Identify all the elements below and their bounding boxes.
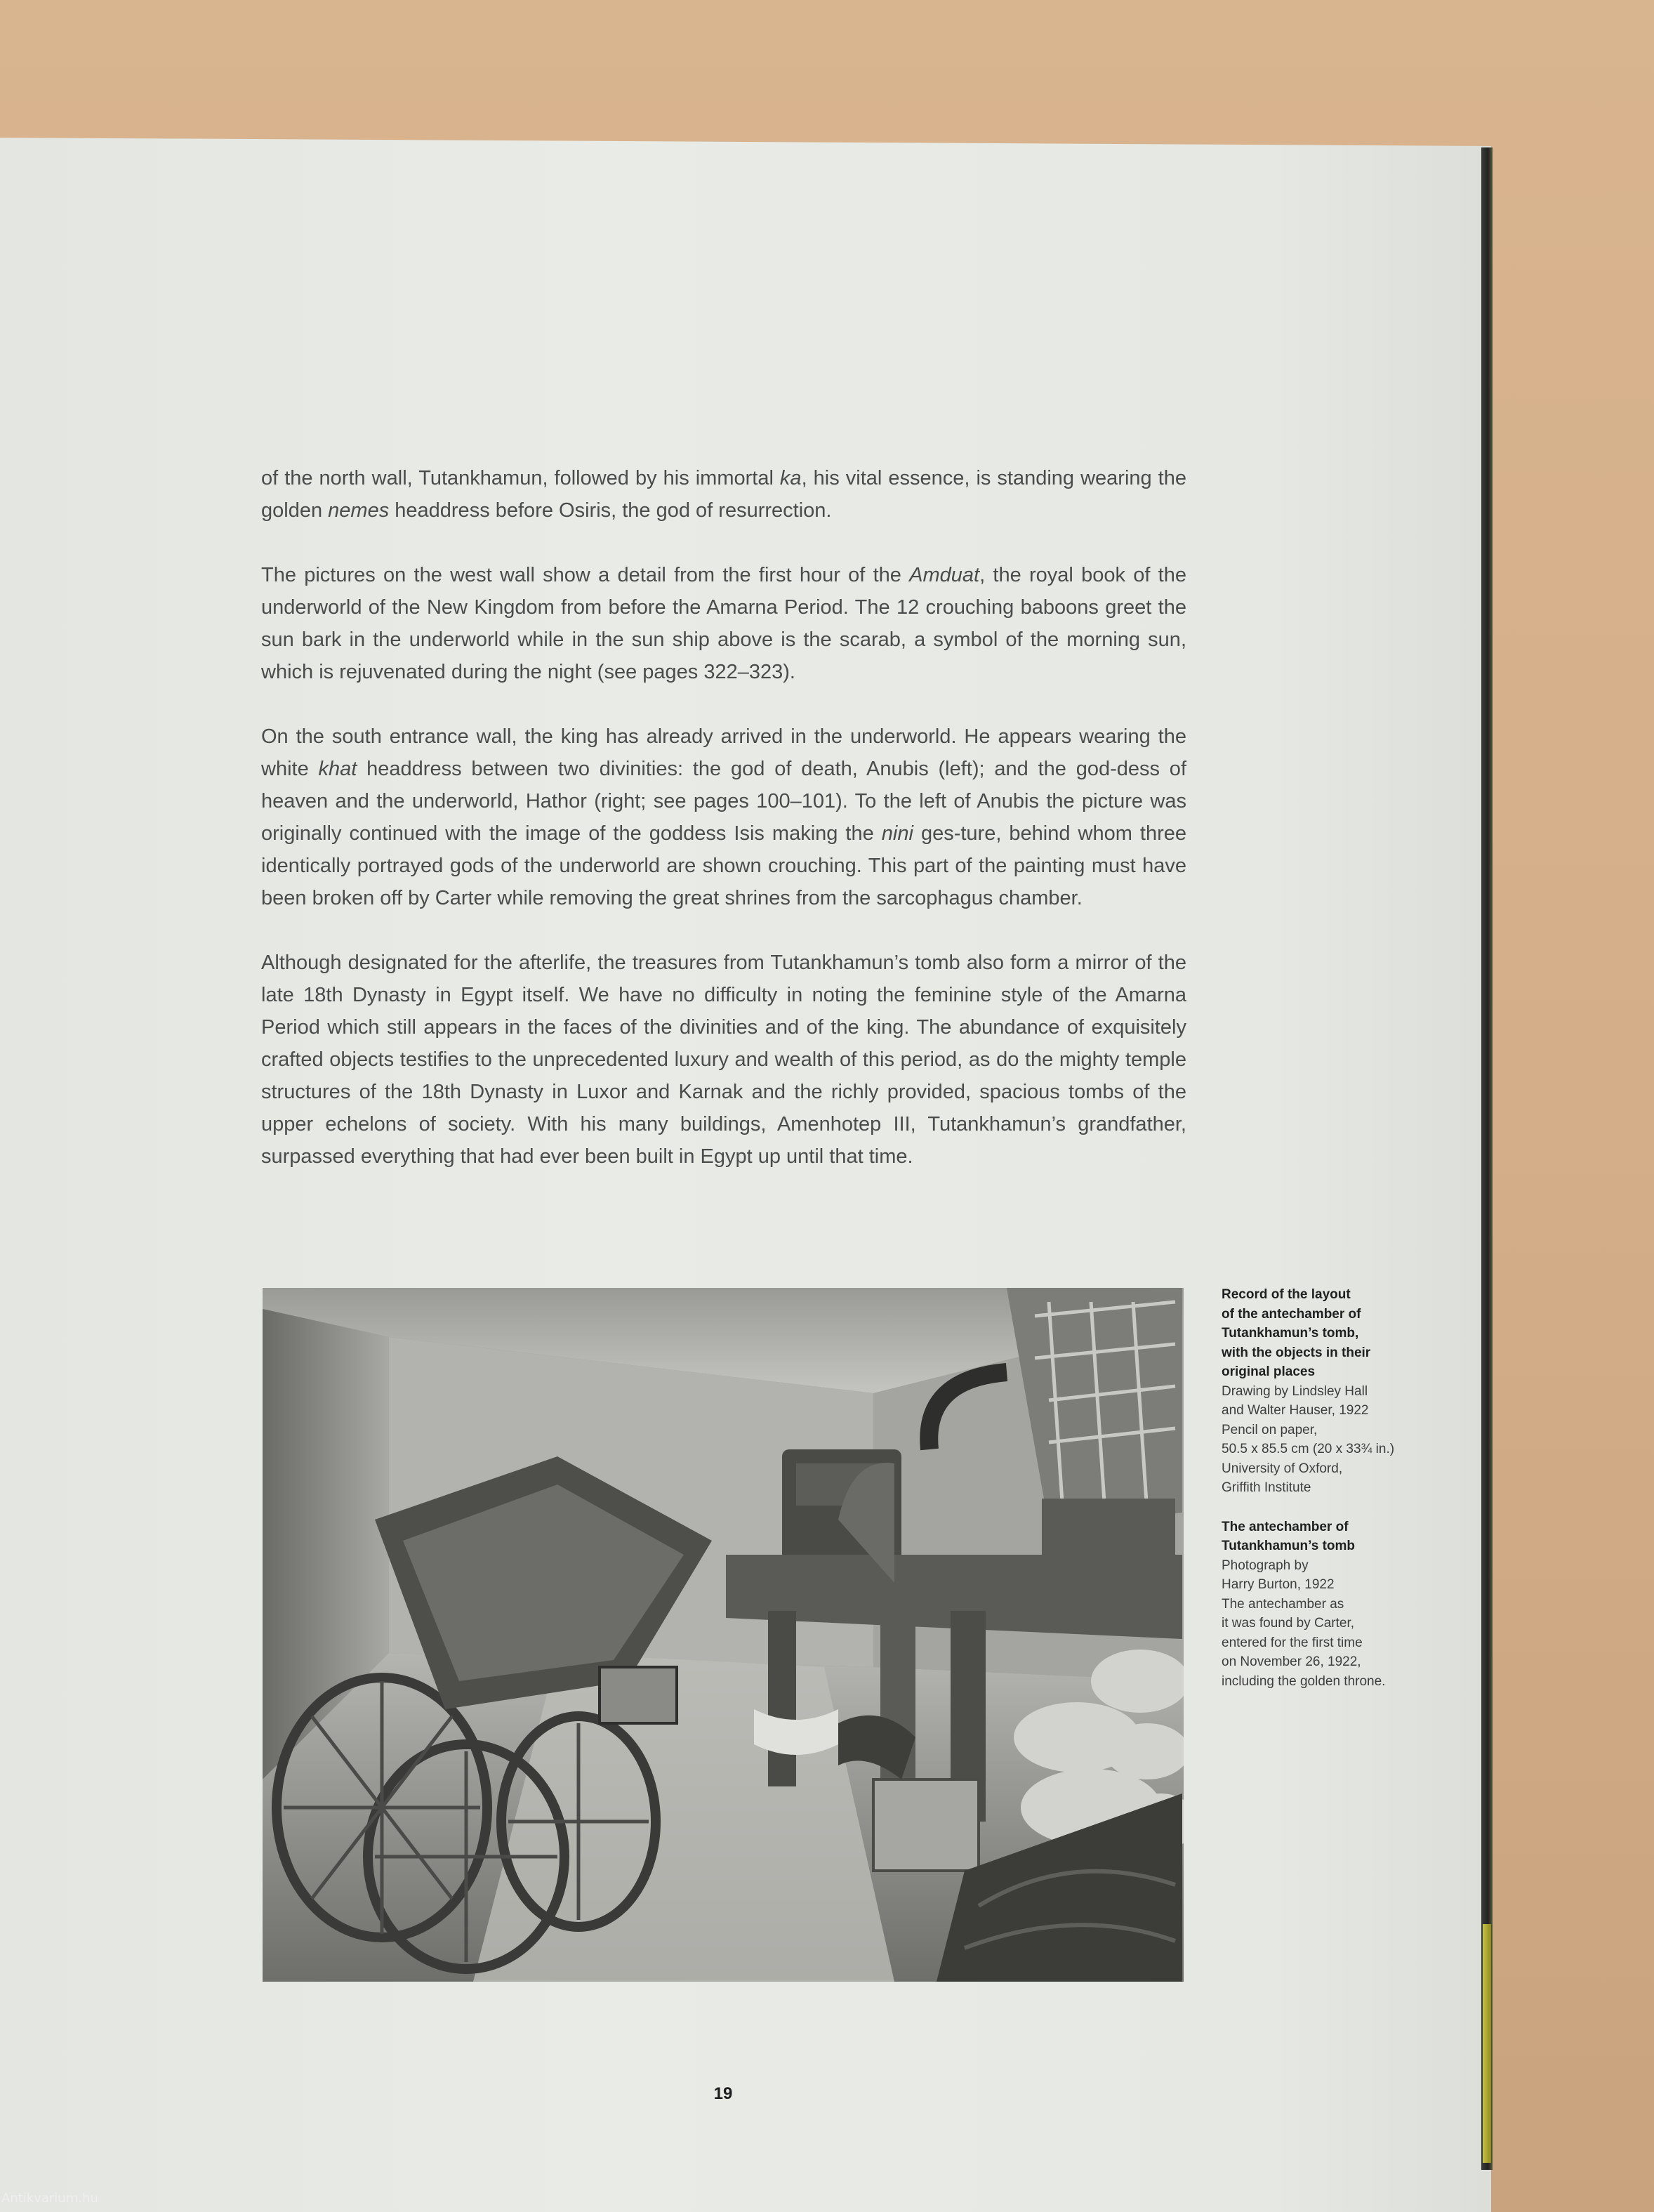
caption-title-line: with the objects in their [1222, 1345, 1371, 1360]
caption-title-line: Tutankhamun’s tomb, [1222, 1326, 1359, 1341]
photo-illustration [263, 1288, 1184, 1982]
paragraph: On the south entrance wall, the king has already arrived in the underworld. He appears wearing the white khat headdress between two divinities: the god of death, Anubis (left); and the god-dess of heaven and the underworld, Hathor (right; see pages 100–101). To the left of Anubis the picture was originally continued with the image of the goddess Isis making the nini ges-ture, behind whom three identically portrayed gods of the underworld are shown crouching. This part of the painting must have been broken off by Carter while removing the great shrines from the sarcophagus chamber. [261, 725, 1186, 909]
caption-detail-line: The antechamber as [1222, 1596, 1344, 1612]
caption-title-line: The antechamber of [1222, 1519, 1349, 1534]
caption-drawing [1222, 1285, 1432, 1498]
caption-detail-line: on November 26, 1922, [1222, 1654, 1361, 1669]
caption-title-line: Tutankhamun’s tomb [1222, 1539, 1355, 1553]
caption-detail-line: entered for the first time [1222, 1635, 1363, 1650]
antechamber-photograph [263, 1288, 1184, 1982]
caption-detail-line: Photograph by [1222, 1558, 1309, 1573]
caption-detail-line: Drawing by Lindsley Hall [1222, 1383, 1368, 1399]
caption-detail-line: including the golden throne. [1222, 1673, 1386, 1689]
photo-caption [1222, 1285, 1432, 1711]
caption-detail-line: and Walter Hauser, 1922 [1222, 1403, 1369, 1418]
caption-detail-line: it was found by Carter, [1222, 1616, 1355, 1631]
caption-detail-line: Griffith Institute [1222, 1480, 1311, 1495]
caption-detail-line: University of Oxford, [1222, 1461, 1343, 1476]
caption-photograph [1222, 1518, 1432, 1692]
caption-detail-line: Harry Burton, 1922 [1222, 1577, 1335, 1592]
caption-title-line: original places [1222, 1364, 1316, 1379]
paragraph: The pictures on the west wall show a detail from the first hour of the Amduat, the royal book of the underworld of the New Kingdom from before the Amarna Period. The 12 crouching baboons greet the sun bark in the underworld while in the sun ship above is the scarab, a symbol of the morning sun, which is rejuvenated during the night (see pages 322–323). [261, 564, 1186, 683]
page-number: 19 [713, 2084, 733, 2103]
watermark: Antikvarium.hu [1, 2191, 98, 2206]
caption-detail-line: 50.5 x 85.5 cm (20 x 33¾ in.) [1222, 1442, 1395, 1456]
page-edge-color-strip [1483, 1924, 1491, 2163]
caption-title-line: Record of the layout [1222, 1287, 1351, 1302]
caption-detail-line: Pencil on paper, [1222, 1422, 1318, 1437]
body-text [261, 462, 1186, 1205]
caption-title-line: of the antechamber of [1222, 1306, 1361, 1322]
paragraph: Although designated for the afterlife, the treasures from Tutankhamun’s tomb also form a mirror of the late 18th Dynasty in Egypt itself. We have no difficulty in noting the feminine style of the Amarna Period which still appears in the faces of the divinities and of the king. The abundance of exquisitely crafted objects testifies to the unprecedented luxury and wealth of this period, as do the mighty temple structures of the 18th Dynasty in Luxor and Karnak and the richly provided, spacious tombs of the upper echelons of society. With his many buildings, Amenhotep III, Tutankhamun’s grandfather, surpassed everything that had ever been built in Egypt up until that time. [261, 952, 1186, 1168]
page-edge-shadow [1481, 147, 1493, 2170]
paragraph: of the north wall, Tutankhamun, followed by his immortal ka, his vital essence, is standing wearing the golden nemes headdress before Osiris, the god of resurrection. [261, 467, 1186, 522]
